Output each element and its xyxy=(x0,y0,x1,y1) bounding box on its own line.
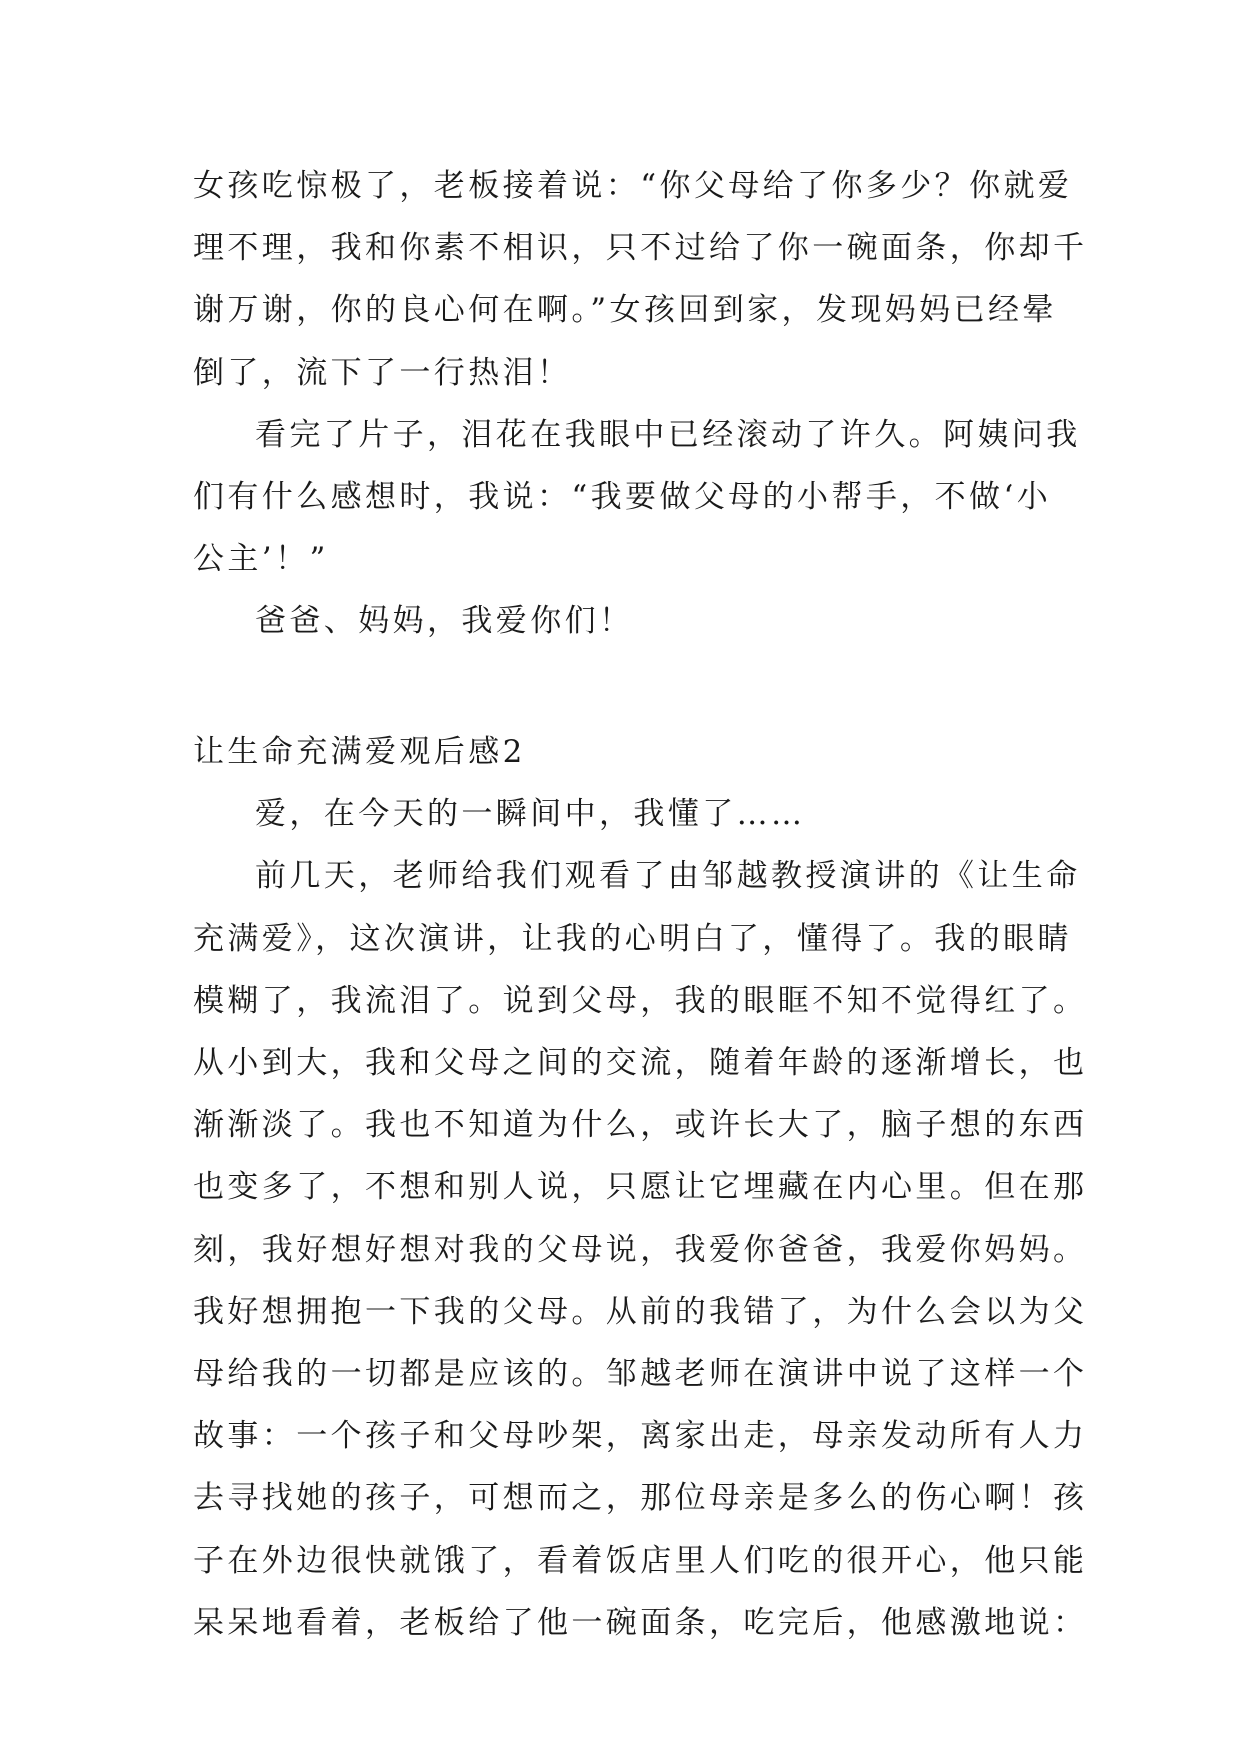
text-line: 倒了，流下了一行热泪！ xyxy=(193,354,572,391)
text-line: 充满爱》，这次演讲，让我的心明白了，懂得了。我的眼睛 xyxy=(193,920,1072,957)
text-line: 去寻找她的孩子，可想而之，那位母亲是多么的伤心啊！孩 xyxy=(193,1480,1088,1517)
section-heading: 让生命充满爱观后感2 xyxy=(193,734,526,771)
text-line: 从小到大，我和父母之间的交流，随着年龄的逐渐增长，也 xyxy=(193,1045,1088,1082)
text-line: 们有什么感想时，我说：“我要做父母的小帮手，不做‘小 xyxy=(193,479,1052,515)
text-line: 呆呆地看着，老板给了他一碗面条，吃完后，他感激地说： xyxy=(193,1604,1088,1641)
text-line: 看完了片子，泪花在我眼中已经滚动了许久。阿姨问我 xyxy=(255,416,1081,453)
text-line: 爱，在今天的一瞬间中，我懂了…… xyxy=(255,796,806,833)
text-line: 母给我的一切都是应该的。邹越老师在演讲中说了这样一个 xyxy=(193,1356,1088,1393)
text-line: 模糊了，我流泪了。说到父母，我的眼眶不知不觉得红了。 xyxy=(193,982,1088,1019)
text-line: 谢万谢，你的良心何在啊。”女孩回到家，发现妈妈已经晕 xyxy=(193,292,1057,329)
text-line: 子在外边很快就饿了，看着饭店里人们吃的很开心，他只能 xyxy=(193,1542,1088,1579)
text-line: 刻，我好想好想对我的父母说，我爱你爸爸，我爱你妈妈。 xyxy=(193,1231,1088,1268)
text-line: 渐渐淡了。我也不知道为什么，或许长大了，脑子想的东西 xyxy=(193,1107,1088,1144)
text-line: 故事：一个孩子和父母吵架，离家出走，母亲发动所有人力 xyxy=(193,1418,1088,1455)
text-line: 公主’！” xyxy=(193,541,329,578)
text-line: 也变多了，不想和别人说，只愿让它埋藏在内心里。但在那 xyxy=(193,1169,1088,1206)
text-line: 爸爸、妈妈，我爱你们！ xyxy=(255,603,634,640)
text-line: 我好想拥抱一下我的父母。从前的我错了，为什么会以为父 xyxy=(193,1293,1088,1330)
text-line: 理不理，我和你素不相识，只不过给了你一碗面条，你却千 xyxy=(193,230,1088,267)
text-line: 前几天，老师给我们观看了由邹越教授演讲的《让生命 xyxy=(255,858,1081,895)
text-line: 女孩吃惊极了，老板接着说：“你父母给了你多少？你就爱 xyxy=(193,168,1073,204)
